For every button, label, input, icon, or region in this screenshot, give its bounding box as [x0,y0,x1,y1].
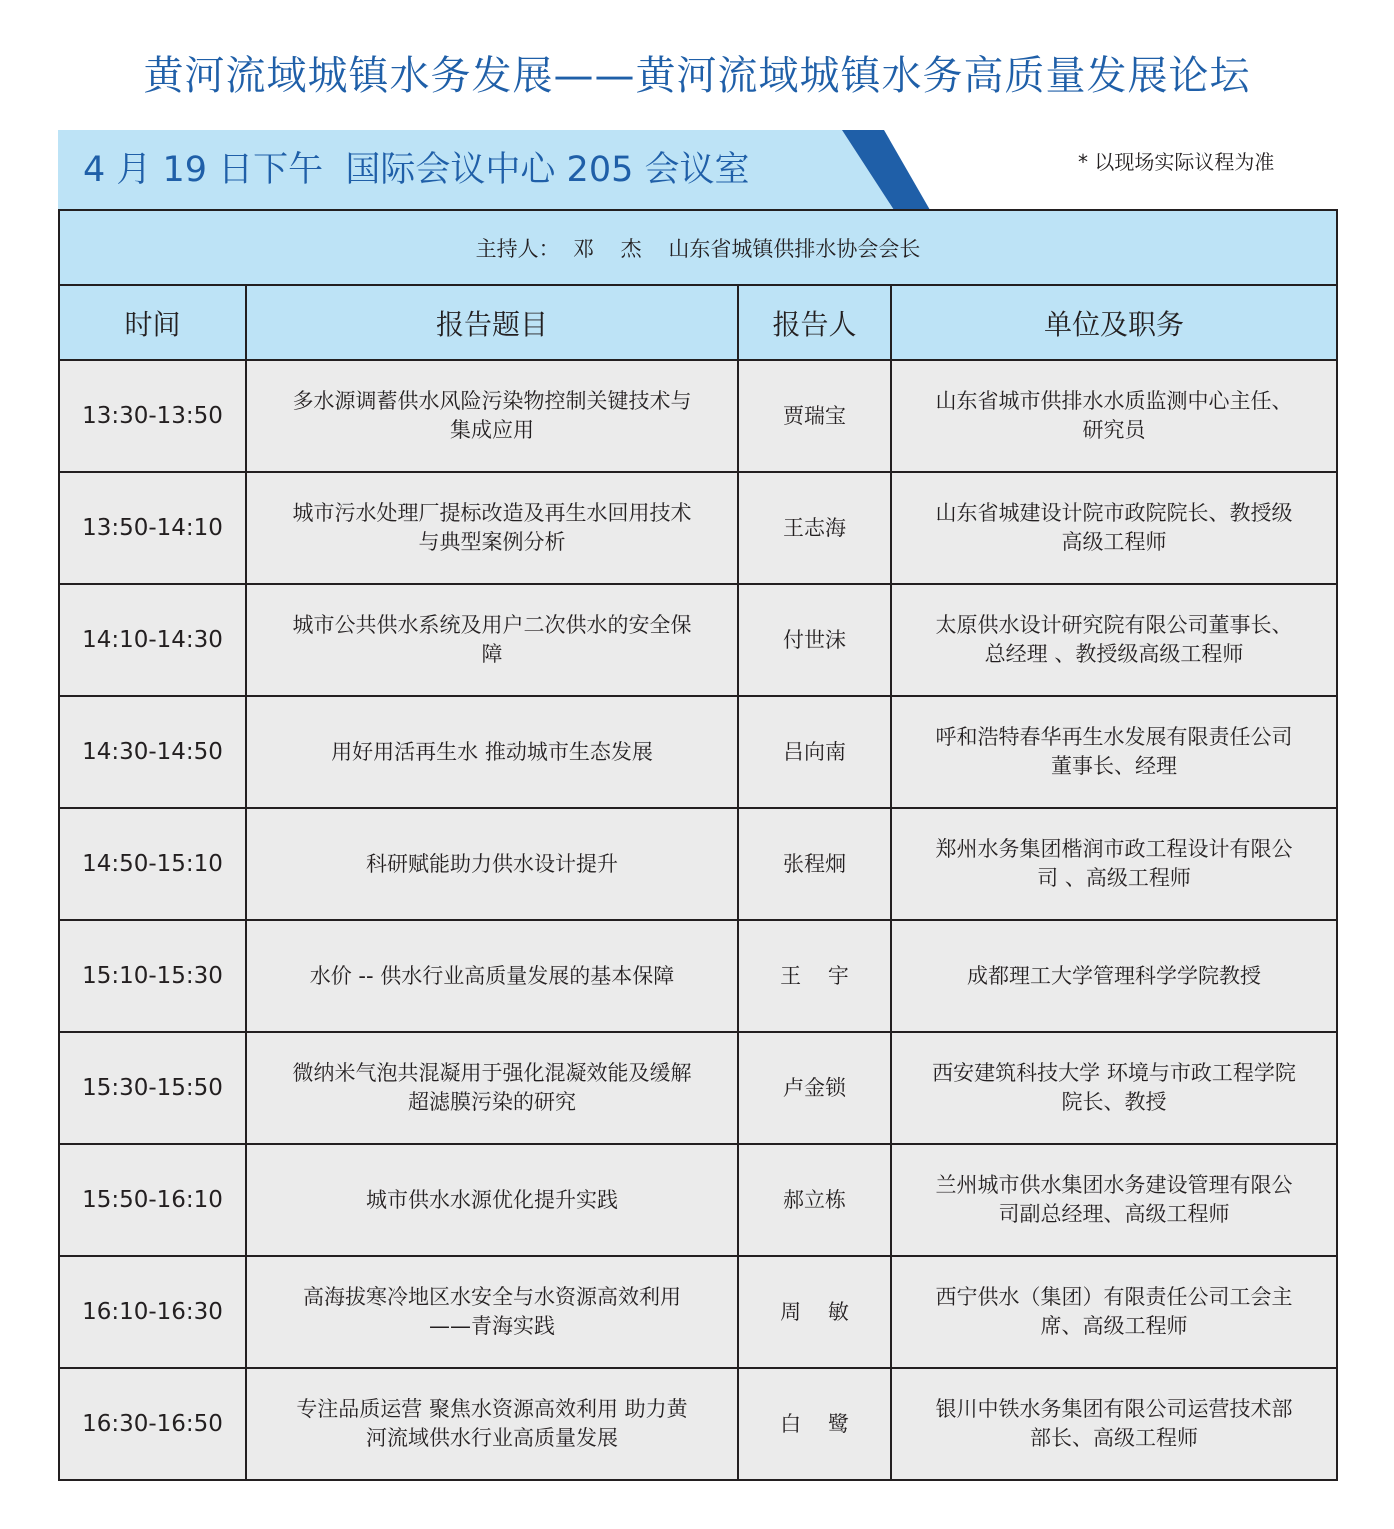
speaker-cell: 郝立栋 [738,1144,891,1256]
header-speaker: 报告人 [738,285,891,360]
speaker-cell: 周 敏 [738,1256,891,1368]
topic-cell: 城市公共供水系统及用户二次供水的安全保障 [246,584,738,696]
topic-cell: 多水源调蓄供水风险污染物控制关键技术与集成应用 [246,360,738,472]
org-cell: 西安建筑科技大学 环境与市政工程学院院长、教授 [891,1032,1337,1144]
time-cell: 13:30-13:50 [59,360,246,472]
time-cell: 16:10-16:30 [59,1256,246,1368]
org-cell: 山东省城市供排水水质监测中心主任、研究员 [891,360,1337,472]
speaker-cell: 付世沫 [738,584,891,696]
org-cell: 郑州水务集团楷润市政工程设计有限公司 、高级工程师 [891,808,1337,920]
agenda-table [58,209,1338,1481]
org-cell: 成都理工大学管理科学学院教授 [891,920,1337,1032]
topic-cell: 科研赋能助力供水设计提升 [246,808,738,920]
table-row [59,584,1337,696]
speaker-cell: 吕向南 [738,696,891,808]
topic-cell: 水价 -- 供水行业高质量发展的基本保障 [246,920,738,1032]
session-info: 4 月 19 日下午 国际会议中心 205 会议室 [83,150,750,190]
topic-cell: 微纳米气泡共混凝用于强化混凝效能及缓解超滤膜污染的研究 [246,1032,738,1144]
speaker-cell: 白 鹭 [738,1368,891,1480]
table-row [59,920,1337,1032]
host-info: 主持人： 邓 杰 山东省城镇供排水协会会长 [59,210,1337,285]
topic-cell: 城市供水水源优化提升实践 [246,1144,738,1256]
table-row [59,360,1337,472]
table-row [59,472,1337,584]
time-cell: 14:50-15:10 [59,808,246,920]
table-row [59,1256,1337,1368]
speaker-cell: 张程炯 [738,808,891,920]
header-org: 单位及职务 [891,285,1337,360]
org-cell: 太原供水设计研究院有限公司董事长、总经理 、教授级高级工程师 [891,584,1337,696]
page-title: 黄河流域城镇水务发展——黄河流域城镇水务高质量发展论坛 [143,53,1251,99]
time-cell: 14:30-14:50 [59,696,246,808]
table-row [59,808,1337,920]
time-cell: 13:50-14:10 [59,472,246,584]
table-row [59,696,1337,808]
table-row [59,1368,1337,1480]
org-cell: 呼和浩特春华再生水发展有限责任公司董事长、经理 [891,696,1337,808]
schedule-note: * 以现场实际议程为准 [1078,150,1275,174]
header-topic: 报告题目 [246,285,738,360]
org-cell: 西宁供水（集团）有限责任公司工会主席、高级工程师 [891,1256,1337,1368]
speaker-cell: 贾瑞宝 [738,360,891,472]
table-row [59,1144,1337,1256]
time-cell: 16:30-16:50 [59,1368,246,1480]
time-cell: 15:50-16:10 [59,1144,246,1256]
time-cell: 15:30-15:50 [59,1032,246,1144]
header-row [59,285,1337,360]
topic-cell: 城市污水处理厂提标改造及再生水回用技术与典型案例分析 [246,472,738,584]
org-cell: 山东省城建设计院市政院院长、教授级高级工程师 [891,472,1337,584]
session-banner [58,130,988,210]
topic-cell: 用好用活再生水 推动城市生态发展 [246,696,738,808]
speaker-cell: 王志海 [738,472,891,584]
speaker-cell: 王 宇 [738,920,891,1032]
time-cell: 15:10-15:30 [59,920,246,1032]
org-cell: 银川中铁水务集团有限公司运营技术部部长、高级工程师 [891,1368,1337,1480]
time-cell: 14:10-14:30 [59,584,246,696]
header-time: 时间 [59,285,246,360]
topic-cell: 高海拔寒冷地区水安全与水资源高效利用——青海实践 [246,1256,738,1368]
speaker-cell: 卢金锁 [738,1032,891,1144]
topic-cell: 专注品质运营 聚焦水资源高效利用 助力黄河流域供水行业高质量发展 [246,1368,738,1480]
org-cell: 兰州城市供水集团水务建设管理有限公司副总经理、高级工程师 [891,1144,1337,1256]
host-row [59,210,1337,285]
table-row [59,1032,1337,1144]
